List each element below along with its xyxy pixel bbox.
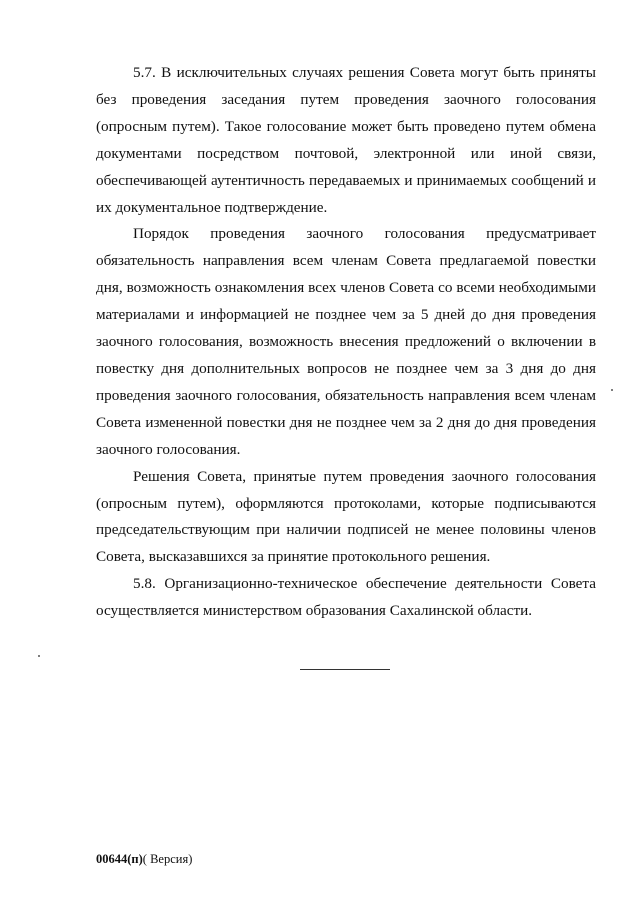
document-code (96, 852, 192, 867)
paragraph-decisions-protocol: Решения Совета, принятые путем проведения заочного голосования (опросным путем), оформляются протоколами, которые подписываются председательствующим при наличии подписей не менее половины членов Совета, высказавшихся за принятие протокольного решения. (96, 467, 596, 566)
document-code-version: ( Версия) (142, 852, 193, 866)
scan-speck (611, 389, 613, 391)
document-code-number: 00644(п) (96, 852, 143, 866)
scan-speck (38, 655, 40, 657)
closing-rule (300, 669, 390, 670)
paragraph-5-8: 5.8. Организационно-техническое обеспечение деятельности Совета осуществляется министерством образования Сахалинской области. (96, 575, 596, 620)
paragraph-5-7: 5.7. В исключительных случаях решения Совета могут быть приняты без проведения заседания путем проведения заочного голосования (опросным путем). Такое голосование может быть проведено путем обмена документами посредством почтовой, электронной или иной связи, обеспечивающей аутентичность передаваемых и принимаемых сообщений и их документальное подтверждение. (96, 64, 596, 216)
paragraph-voting-procedure: Порядок проведения заочного голосования предусматривает обязательность направления всем членам Совета предлагаемой повестки дня, возможность ознакомления всех членов Совета со всеми необходимыми материалами и информацией не позднее чем за 5 дней до дня проведения заочного голосования, возможность внесения предложений о включении в повестку дня дополнительных вопросов не позднее чем за 3 дня до дня проведения заочного голосования, обязательность направления всем членам Совета измененной повестки дня не позднее чем за 2 дня до дня проведения заочного голосования. (96, 225, 596, 458)
document-body (96, 60, 596, 625)
